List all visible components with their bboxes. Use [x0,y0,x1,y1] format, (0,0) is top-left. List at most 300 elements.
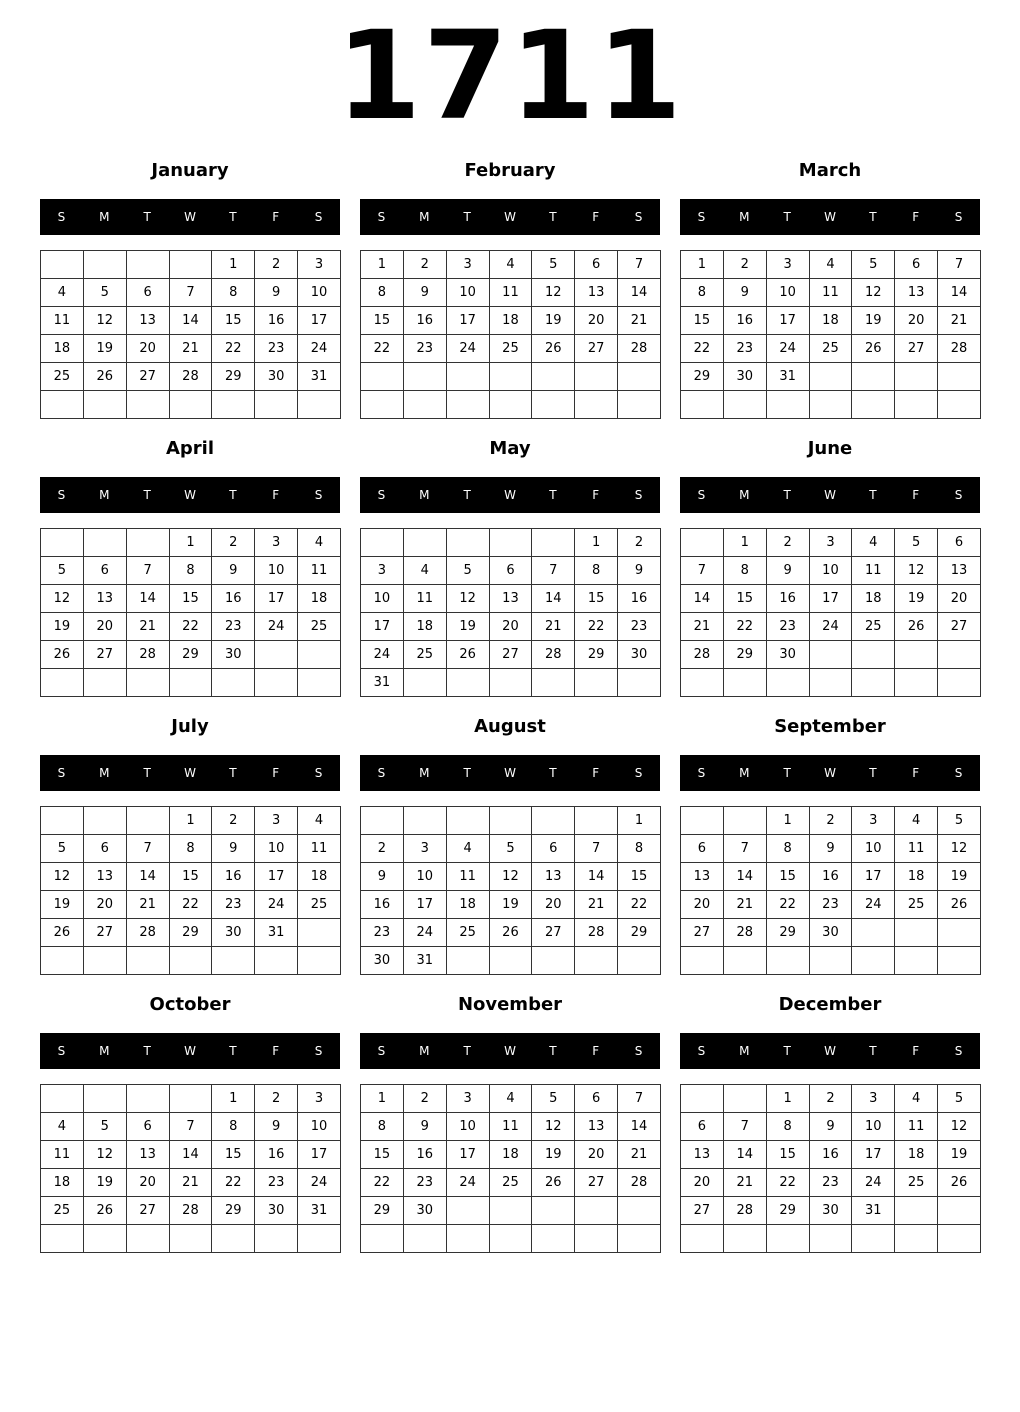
weekday-label: S [634,1044,643,1058]
day-cell: 5 [532,1085,575,1113]
day-cell [298,641,341,669]
day-cell [723,807,766,835]
day-cell: 10 [255,835,298,863]
day-cell: 23 [212,613,255,641]
weekday-label: W [184,766,196,780]
day-cell: 12 [41,585,84,613]
day-cell [169,1225,212,1253]
day-cell: 11 [403,585,446,613]
day-grid [680,1084,981,1253]
day-cell: 15 [212,307,255,335]
day-grid [40,1084,341,1253]
day-cell: 9 [618,557,661,585]
day-cell: 22 [169,891,212,919]
day-cell: 24 [446,335,489,363]
day-cell: 8 [212,1113,255,1141]
day-cell [489,669,532,697]
day-cell: 19 [446,613,489,641]
week-row [681,1197,981,1225]
day-cell: 27 [83,641,126,669]
month-august [360,708,660,978]
day-cell [618,1197,661,1225]
day-cell: 8 [723,557,766,585]
day-cell [361,807,404,835]
day-cell: 2 [403,1085,446,1113]
day-cell: 26 [83,363,126,391]
day-cell: 31 [852,1197,895,1225]
month-name: September [774,716,886,737]
day-cell: 6 [938,529,981,557]
weekday-label: S [954,766,963,780]
day-cell: 10 [852,1113,895,1141]
day-cell [41,807,84,835]
day-cell: 1 [361,251,404,279]
day-cell: 31 [766,363,809,391]
day-cell [723,669,766,697]
weekday-label: S [57,1044,66,1058]
day-cell [403,807,446,835]
day-cell: 7 [575,835,618,863]
weekday-label: M [419,1044,430,1058]
day-cell: 16 [766,585,809,613]
day-cell: 4 [895,1085,938,1113]
day-grid [40,528,341,697]
day-grid [360,806,661,975]
weekday-label: T [869,210,877,224]
day-cell: 1 [723,529,766,557]
day-cell: 30 [255,363,298,391]
week-row [681,1225,981,1253]
weekday-label: S [57,210,66,224]
day-cell: 14 [618,1113,661,1141]
day-cell: 26 [41,641,84,669]
weekday-label: S [697,210,706,224]
weekday-header [680,1033,980,1069]
day-cell: 20 [681,1169,724,1197]
day-cell: 23 [212,891,255,919]
day-cell [938,363,981,391]
day-cell: 14 [126,863,169,891]
day-cell: 28 [723,919,766,947]
day-cell: 26 [852,335,895,363]
day-cell: 15 [766,863,809,891]
day-cell: 15 [723,585,766,613]
day-cell: 13 [575,279,618,307]
day-cell: 23 [403,1169,446,1197]
day-cell: 16 [212,585,255,613]
day-cell: 5 [938,1085,981,1113]
day-cell: 14 [169,1141,212,1169]
week-row [361,251,661,279]
day-cell: 30 [766,641,809,669]
day-cell: 21 [532,613,575,641]
day-cell: 6 [126,279,169,307]
day-cell [446,1225,489,1253]
day-cell [938,1197,981,1225]
day-cell: 16 [212,863,255,891]
day-cell: 3 [298,251,341,279]
day-cell: 10 [298,279,341,307]
day-cell: 31 [255,919,298,947]
day-cell [852,669,895,697]
day-cell [489,947,532,975]
day-cell: 17 [298,307,341,335]
day-cell: 23 [809,891,852,919]
day-cell: 27 [83,919,126,947]
day-cell: 1 [169,807,212,835]
weekday-label: S [697,766,706,780]
weekday-label: S [314,210,323,224]
day-cell [723,1225,766,1253]
day-cell: 13 [681,863,724,891]
week-row [361,669,661,697]
day-cell: 19 [852,307,895,335]
day-cell: 31 [298,363,341,391]
day-cell: 7 [126,557,169,585]
day-cell: 7 [618,1085,661,1113]
weekday-label: M [419,766,430,780]
day-cell [809,363,852,391]
day-cell: 19 [489,891,532,919]
day-cell: 3 [255,529,298,557]
day-cell [212,669,255,697]
day-cell: 1 [575,529,618,557]
day-cell: 15 [169,863,212,891]
month-name: January [151,160,229,181]
day-cell: 24 [298,335,341,363]
day-cell [681,947,724,975]
day-grid [360,528,661,697]
weekday-label: T [549,488,557,502]
day-cell: 17 [852,1141,895,1169]
day-cell: 7 [532,557,575,585]
day-cell: 21 [126,613,169,641]
day-cell: 30 [212,919,255,947]
day-cell [809,1225,852,1253]
day-cell [575,363,618,391]
day-cell [41,529,84,557]
day-cell: 17 [298,1141,341,1169]
day-cell [41,669,84,697]
week-row [41,307,341,335]
day-cell: 20 [681,891,724,919]
day-cell [126,807,169,835]
day-cell: 17 [766,307,809,335]
weekday-label: T [463,210,471,224]
day-cell: 30 [361,947,404,975]
weekday-header [40,477,340,513]
day-cell: 28 [681,641,724,669]
day-cell: 6 [532,835,575,863]
day-cell: 29 [618,919,661,947]
day-cell: 22 [169,613,212,641]
day-cell [126,669,169,697]
day-cell: 8 [212,279,255,307]
day-cell [489,391,532,419]
day-cell: 11 [298,835,341,863]
day-cell [723,391,766,419]
day-cell [83,391,126,419]
day-cell [809,641,852,669]
day-cell: 1 [212,1085,255,1113]
day-grid [680,806,981,975]
day-cell: 5 [83,1113,126,1141]
week-row [41,835,341,863]
day-cell [532,391,575,419]
day-cell: 6 [126,1113,169,1141]
day-cell [126,947,169,975]
day-cell: 3 [403,835,446,863]
week-row [681,613,981,641]
day-cell: 7 [169,279,212,307]
day-cell [446,947,489,975]
month-july [40,708,340,978]
day-cell [298,947,341,975]
week-row [41,919,341,947]
day-cell: 5 [489,835,532,863]
weekday-header [680,477,980,513]
day-cell: 1 [618,807,661,835]
day-cell [895,919,938,947]
day-cell [938,669,981,697]
week-row [361,641,661,669]
day-cell: 7 [126,835,169,863]
day-cell: 3 [298,1085,341,1113]
day-cell: 23 [255,1169,298,1197]
day-cell: 18 [895,863,938,891]
day-cell: 25 [895,1169,938,1197]
day-cell: 12 [852,279,895,307]
day-cell: 20 [126,335,169,363]
day-cell: 1 [361,1085,404,1113]
day-cell: 26 [446,641,489,669]
weekday-label: W [504,1044,516,1058]
day-cell: 4 [298,807,341,835]
day-cell: 8 [766,1113,809,1141]
day-cell: 5 [83,279,126,307]
day-cell [298,391,341,419]
weekday-header [680,199,980,235]
weekday-label: T [869,766,877,780]
month-january [40,152,340,422]
day-cell: 15 [361,307,404,335]
day-cell: 12 [446,585,489,613]
day-cell [809,391,852,419]
day-cell [41,251,84,279]
day-cell: 10 [446,279,489,307]
day-cell [212,1225,255,1253]
day-cell: 6 [575,251,618,279]
day-cell: 4 [489,251,532,279]
day-cell: 15 [361,1141,404,1169]
day-cell [938,391,981,419]
day-cell: 6 [681,835,724,863]
week-row [41,891,341,919]
day-cell: 24 [809,613,852,641]
day-cell: 27 [895,335,938,363]
day-cell: 20 [126,1169,169,1197]
day-cell: 23 [361,919,404,947]
day-cell: 7 [681,557,724,585]
day-cell: 19 [83,1169,126,1197]
day-cell: 15 [766,1141,809,1169]
day-cell: 23 [255,335,298,363]
day-cell: 18 [446,891,489,919]
week-row [681,251,981,279]
day-cell: 11 [489,279,532,307]
day-cell: 23 [403,335,446,363]
week-row [41,807,341,835]
day-cell: 19 [895,585,938,613]
day-cell [446,363,489,391]
day-cell: 28 [938,335,981,363]
day-cell: 1 [212,251,255,279]
week-row [361,613,661,641]
weekday-label: T [143,488,151,502]
month-april [40,430,340,700]
day-cell: 12 [895,557,938,585]
weekday-label: W [184,488,196,502]
day-cell: 15 [169,585,212,613]
weekday-label: S [377,1044,386,1058]
day-cell: 12 [532,279,575,307]
day-cell [41,391,84,419]
day-cell: 2 [212,529,255,557]
day-cell [489,1225,532,1253]
weekday-label: T [549,210,557,224]
weekday-label: F [912,488,920,502]
day-cell [938,1225,981,1253]
day-cell: 18 [489,1141,532,1169]
weekday-label: W [504,766,516,780]
day-cell: 29 [766,1197,809,1225]
weekday-label: S [634,766,643,780]
day-cell [83,1225,126,1253]
day-cell: 1 [681,251,724,279]
day-cell: 29 [212,1197,255,1225]
weekday-label: M [419,210,430,224]
weekday-label: W [824,210,836,224]
day-cell: 24 [361,641,404,669]
day-cell: 27 [126,363,169,391]
week-row [361,391,661,419]
day-cell [766,669,809,697]
weekday-label: S [634,210,643,224]
day-cell: 18 [489,307,532,335]
week-row [361,335,661,363]
day-grid [40,806,341,975]
day-cell: 11 [852,557,895,585]
day-cell [255,391,298,419]
day-cell: 31 [298,1197,341,1225]
day-cell: 7 [169,1113,212,1141]
day-cell: 24 [255,613,298,641]
day-cell: 2 [361,835,404,863]
month-name: November [457,994,563,1015]
day-cell: 10 [809,557,852,585]
day-cell: 27 [575,1169,618,1197]
day-cell [681,807,724,835]
month-name: July [171,716,209,737]
day-cell: 12 [938,835,981,863]
day-cell: 20 [532,891,575,919]
weekday-label: T [783,210,791,224]
day-cell: 1 [766,807,809,835]
day-cell [169,391,212,419]
day-cell [403,669,446,697]
day-cell: 19 [41,613,84,641]
day-cell: 18 [403,613,446,641]
weekday-label: F [592,488,600,502]
day-cell [83,669,126,697]
day-cell: 2 [766,529,809,557]
weekday-label: S [314,1044,323,1058]
day-cell: 22 [575,613,618,641]
day-cell: 2 [255,251,298,279]
day-cell: 31 [361,669,404,697]
day-cell: 25 [446,919,489,947]
day-cell: 3 [766,251,809,279]
day-cell [852,641,895,669]
day-cell: 27 [938,613,981,641]
day-cell: 3 [852,807,895,835]
day-cell [489,529,532,557]
week-row [681,279,981,307]
day-cell: 5 [41,557,84,585]
day-cell [126,1225,169,1253]
day-cell [852,391,895,419]
week-row [361,1113,661,1141]
day-cell: 27 [489,641,532,669]
week-row [361,529,661,557]
day-cell: 21 [126,891,169,919]
weekday-label: W [184,1044,196,1058]
day-cell [169,947,212,975]
weekday-label: W [504,488,516,502]
day-cell [489,363,532,391]
week-row [361,891,661,919]
day-cell: 8 [575,557,618,585]
day-cell: 7 [618,251,661,279]
day-cell [169,669,212,697]
day-cell [83,947,126,975]
week-row [361,1085,661,1113]
day-cell: 18 [895,1141,938,1169]
day-cell [681,1225,724,1253]
day-cell [766,947,809,975]
day-cell [681,529,724,557]
day-cell: 19 [532,1141,575,1169]
day-cell: 19 [938,1141,981,1169]
week-row [41,1085,341,1113]
day-cell [618,391,661,419]
week-row [361,585,661,613]
day-cell: 3 [446,251,489,279]
day-cell: 20 [83,613,126,641]
day-cell: 9 [723,279,766,307]
day-cell [852,1225,895,1253]
day-cell: 29 [361,1197,404,1225]
day-cell: 9 [403,1113,446,1141]
week-row [41,1225,341,1253]
day-cell: 15 [212,1141,255,1169]
week-row [681,529,981,557]
day-cell: 10 [255,557,298,585]
month-name: December [778,994,882,1015]
day-cell: 12 [83,1141,126,1169]
day-cell: 13 [126,1141,169,1169]
day-cell: 3 [446,1085,489,1113]
